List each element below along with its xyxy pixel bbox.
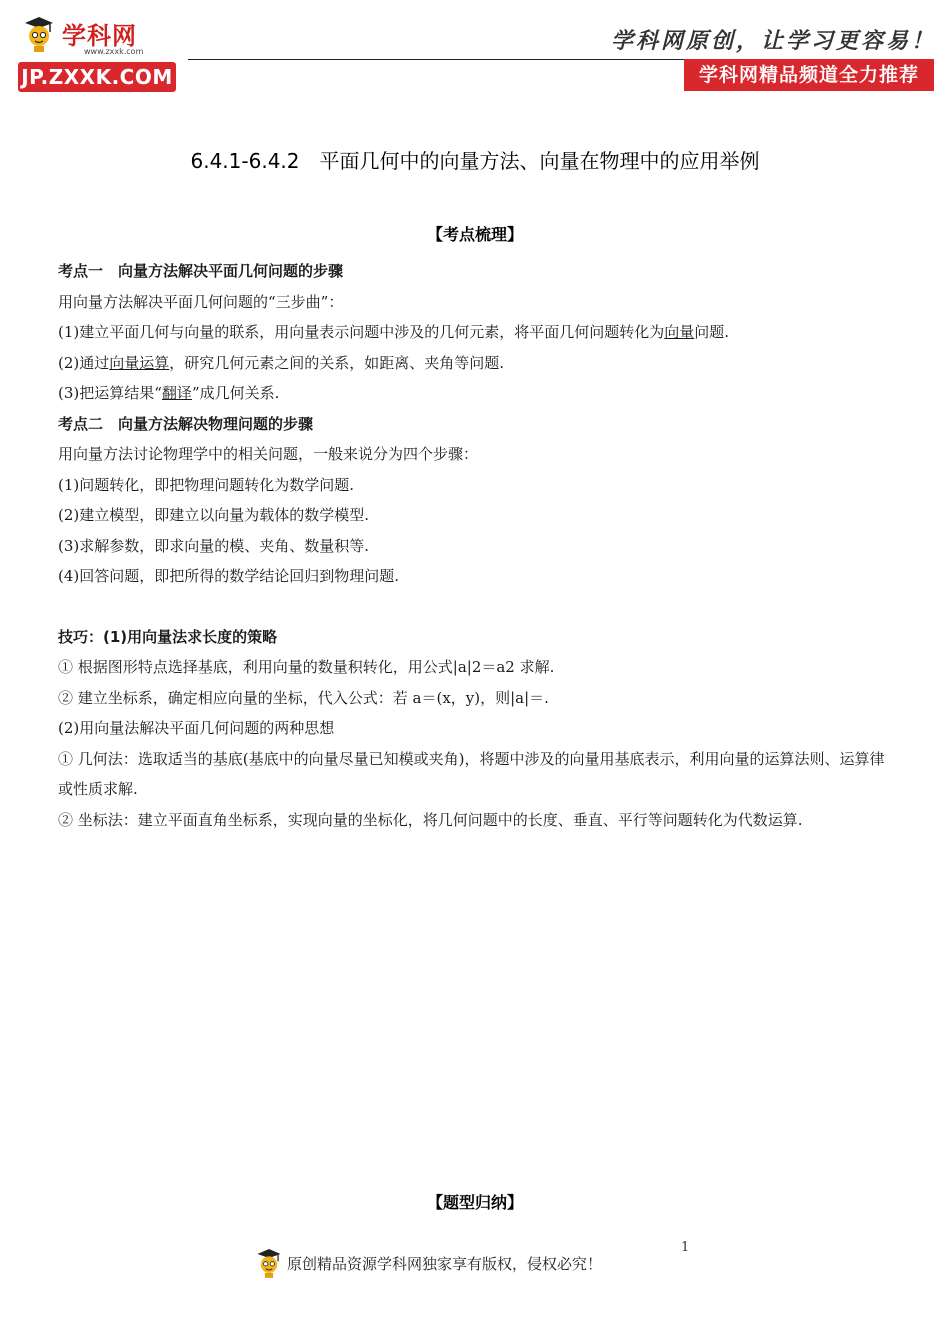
main-content bbox=[58, 256, 898, 835]
topic-2-intro: 用向量方法讨论物理学中的相关问题，一般来说分为四个步骤： bbox=[58, 445, 479, 463]
topic-1-step-2 bbox=[58, 348, 898, 379]
topic-2-step-3: (3)求解参数，即求向量的模、夹角、数量积等. bbox=[58, 536, 370, 555]
tip-3: ① 几何法：选取适当的基底(基底中的向量尽量已知模或夹角)，将题中涉及的向量用基底表示，利用向量的运算法则、运算律或性质求解. bbox=[58, 749, 885, 798]
spacer bbox=[58, 592, 898, 622]
mascot-icon bbox=[22, 14, 56, 54]
step-2-text: (2)通过 bbox=[58, 353, 110, 372]
step-3-tail: ”成几何关系. bbox=[191, 384, 280, 402]
topic-1-intro: 用向量方法解决平面几何问题的“三步曲”： bbox=[58, 292, 344, 311]
page-footer bbox=[255, 1245, 602, 1281]
header-banner: 学科网精品频道全力推荐 bbox=[684, 59, 934, 91]
header-slogan: 学科网原创，让学习更容易！ bbox=[610, 28, 936, 54]
tip-4: ② 坐标法：建立平面直角坐标系，实现向量的坐标化，将几何问题中的长度、垂直、平行等问题转化为代数运算. bbox=[58, 810, 803, 829]
step-3-keyword: 翻译 bbox=[161, 384, 192, 402]
tip-1: ① 根据图形特点选择基底，利用向量的数量积转化，用公式|a|2＝a2 求解. bbox=[58, 658, 555, 676]
topic-2-heading: 考点二 向量方法解决物理问题的步骤 bbox=[58, 414, 314, 433]
topic-1-heading: 考点一 向量方法解决平面几何问题的步骤 bbox=[58, 262, 344, 280]
step-1-tail: 问题. bbox=[694, 323, 730, 341]
tip-2: ② 建立坐标系，确定相应向量的坐标，代入公式：若 a＝(x，y)，则|a|＝. bbox=[58, 688, 549, 707]
topic-1-step-1 bbox=[58, 317, 898, 348]
mascot-icon bbox=[255, 1246, 283, 1280]
topic-2-step-2: (2)建立模型，即建立以向量为载体的数学模型. bbox=[58, 506, 370, 524]
tips-heading: 技巧：(1)用向量法求长度的策略 bbox=[58, 627, 278, 646]
page-header bbox=[0, 0, 950, 100]
step-1-text: (1)建立平面几何与向量的联系，用向量表示问题中涉及的几何元素，将平面几何问题转化为 bbox=[58, 323, 665, 341]
logo-url: www.zxxk.com bbox=[84, 47, 144, 56]
logo-brand: 学科网 bbox=[62, 22, 137, 50]
step-2-keyword: 向量运算 bbox=[109, 353, 170, 372]
section-heading-review: 【考点梳理】 bbox=[426, 225, 523, 244]
logo-top bbox=[22, 14, 144, 60]
page-number: 1 bbox=[681, 1240, 690, 1255]
zxxk-logo[interactable] bbox=[18, 14, 188, 94]
logo-badge: JP.ZXXK.COM bbox=[18, 62, 176, 92]
section-heading-types: 【题型归纳】 bbox=[426, 1193, 523, 1212]
step-2-tail: ，研究几何元素之间的关系，如距离、夹角等问题. bbox=[169, 353, 505, 372]
step-1-keyword: 向量 bbox=[664, 323, 695, 341]
page-title: 6.4.1-6.4.2 平面几何中的向量方法、向量在物理中的应用举例 bbox=[190, 149, 760, 173]
topic-2-step-4: (4)回答问题，即把所得的数学结论回归到物理问题. bbox=[58, 567, 400, 585]
topic-2-step-1: (1)问题转化，即把物理问题转化为数学问题. bbox=[58, 475, 355, 494]
topic-1-step-3 bbox=[58, 378, 898, 409]
copyright-text: 原创精品资源学科网独家享有版权，侵权必究！ bbox=[287, 1254, 603, 1273]
tips-subheading: (2)用向量法解决平面几何问题的两种思想 bbox=[58, 719, 335, 737]
step-3-text: (3)把运算结果“ bbox=[58, 384, 162, 402]
